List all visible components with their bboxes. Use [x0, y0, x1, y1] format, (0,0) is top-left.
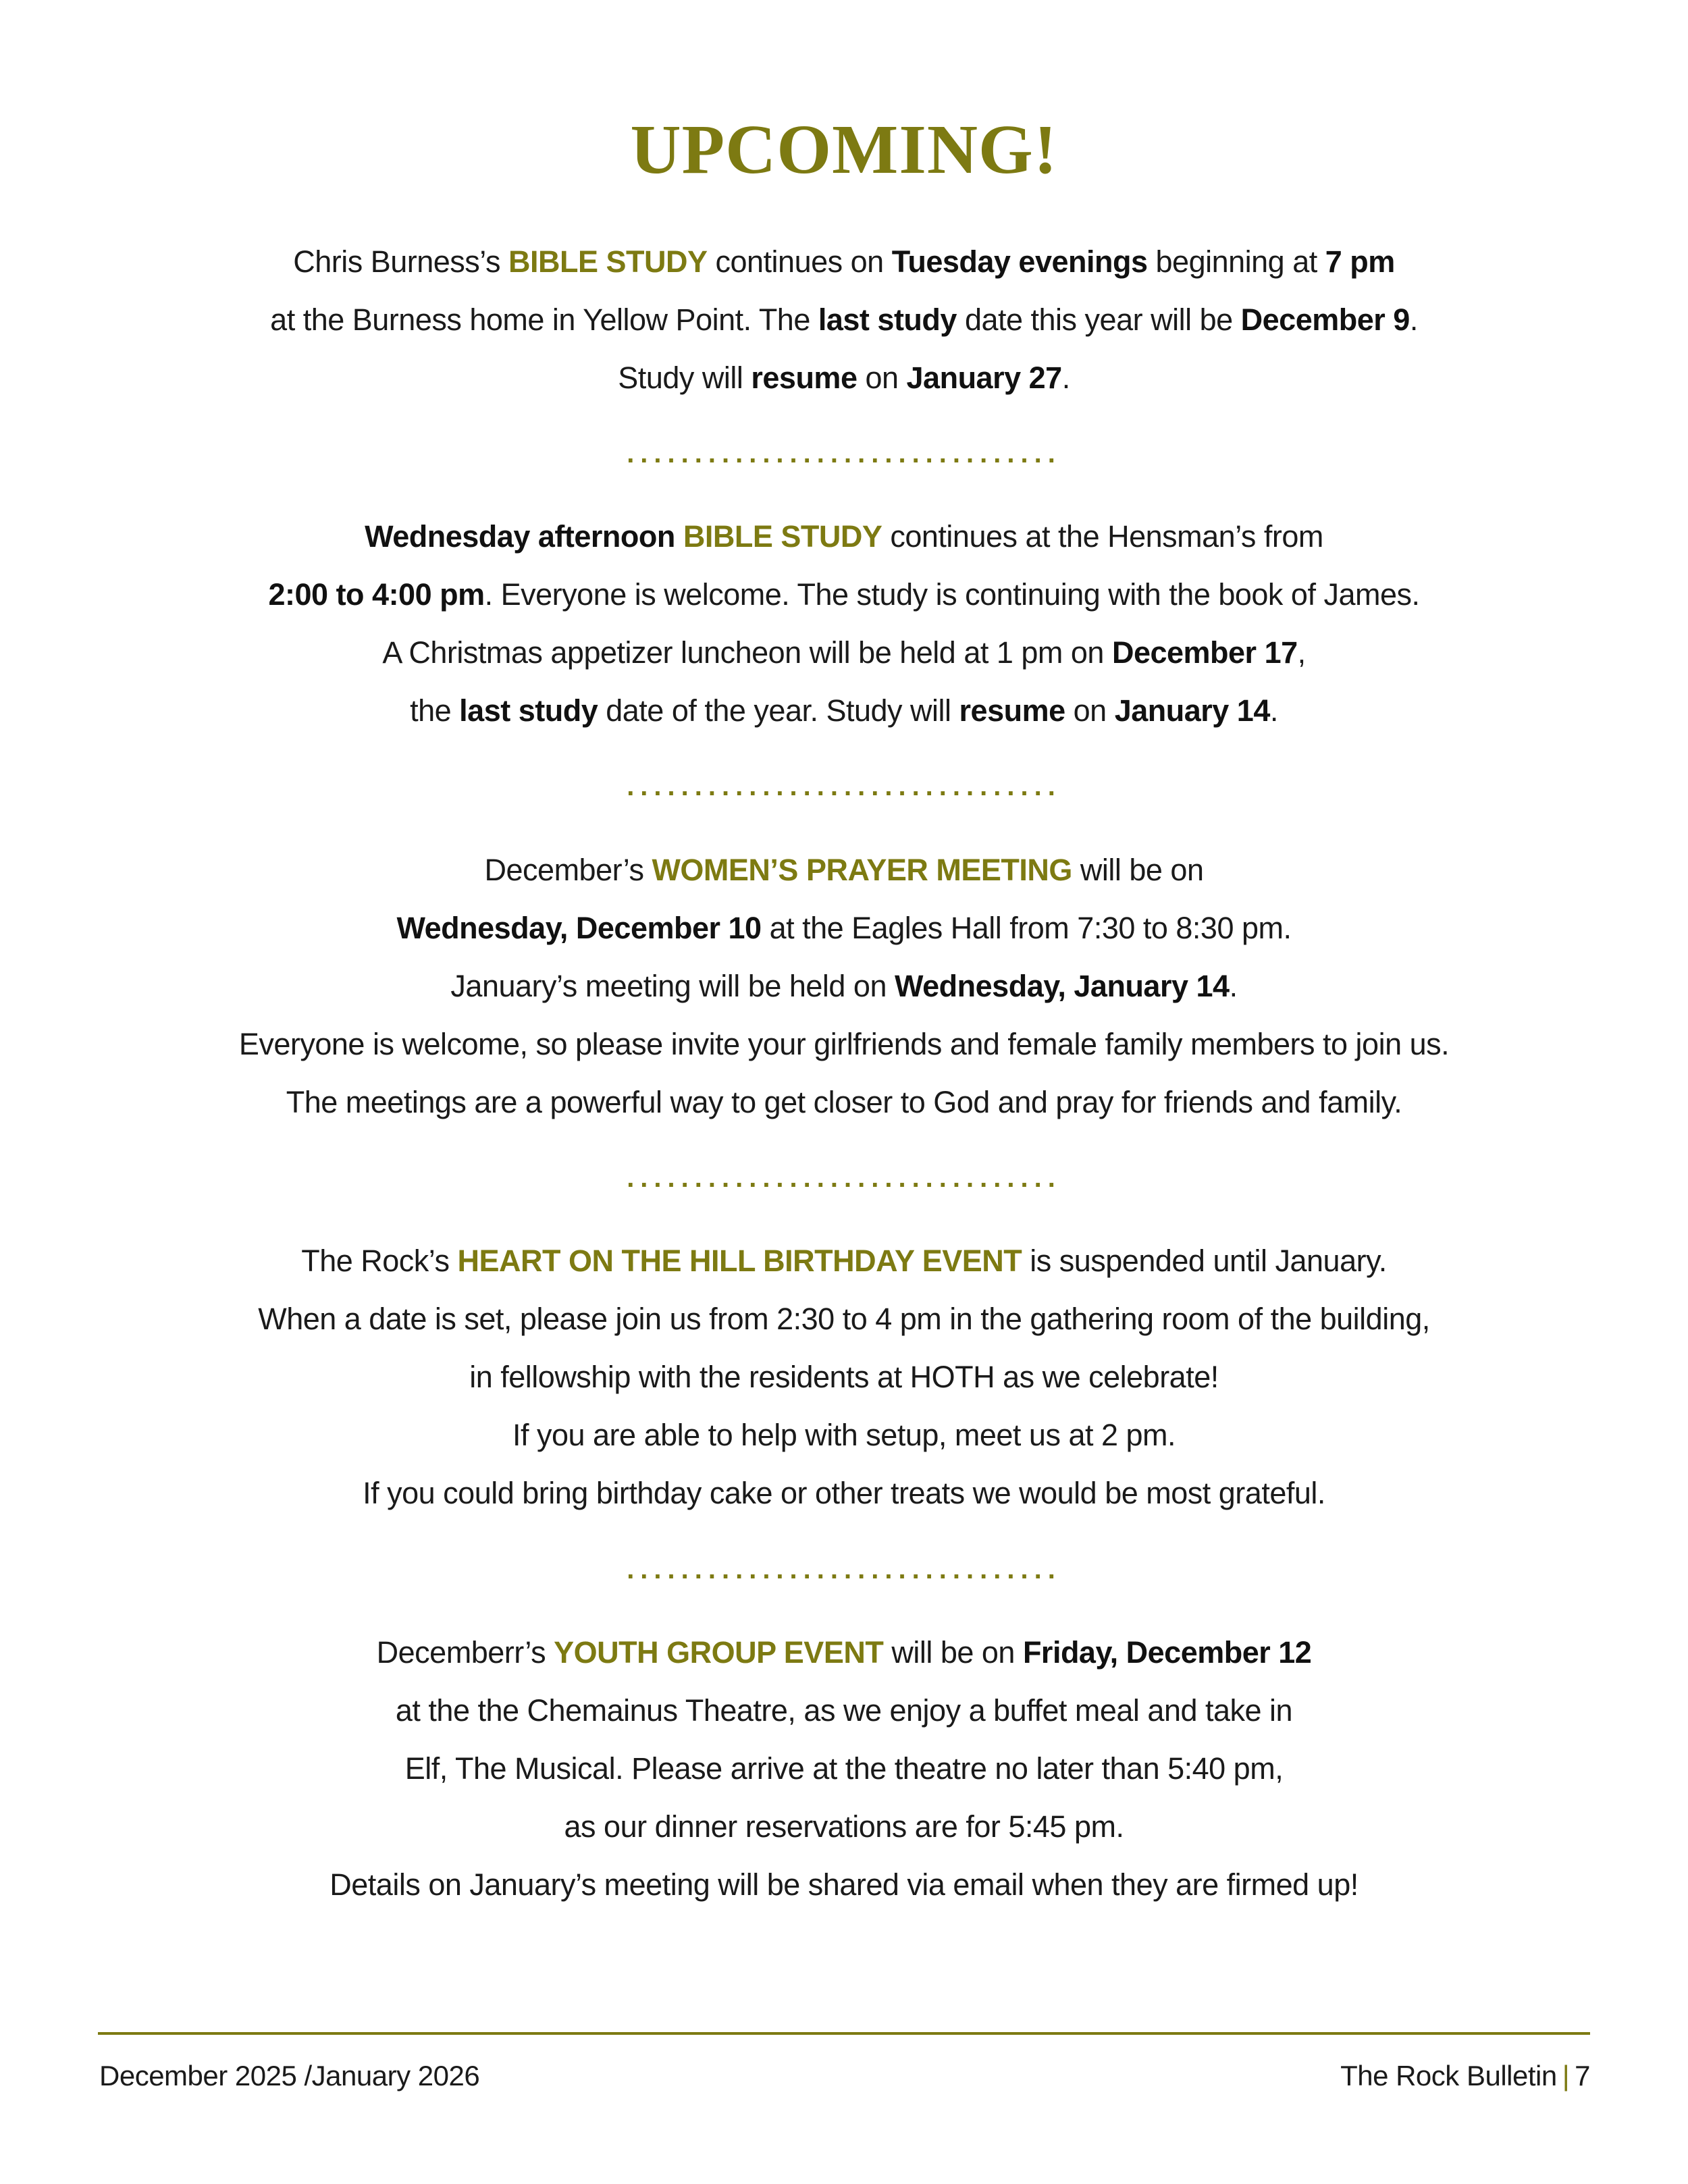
- text-line: as our dinner reservations are for 5:45 pm.: [564, 1809, 1124, 1844]
- text-line: [0, 349, 1688, 407]
- text: .: [1061, 361, 1070, 395]
- show-title: Elf, The Musical: [404, 1751, 616, 1786]
- text: the: [410, 693, 460, 728]
- text-line: [0, 508, 1688, 566]
- text-line: [0, 957, 1688, 1015]
- dotted-divider: ................................: [627, 439, 1061, 469]
- text: will be on: [1072, 853, 1204, 887]
- page-title: UPCOMING!: [630, 111, 1058, 188]
- text: will be on: [883, 1635, 1023, 1670]
- text: .: [1409, 302, 1418, 337]
- text-line: [0, 682, 1688, 740]
- text: .: [1229, 969, 1238, 1003]
- event-name: YOUTH GROUP EVENT: [554, 1635, 884, 1670]
- text: date of the year. Study will: [598, 693, 959, 728]
- event-name: WOMEN’S PRAYER MEETING: [652, 853, 1072, 887]
- text-line: [0, 566, 1688, 624]
- dotted-divider: ................................: [627, 772, 1061, 801]
- bold-text: January 14: [1114, 693, 1270, 728]
- text: January’s meeting will be held on: [450, 969, 895, 1003]
- text-line: If you are able to help with setup, meet us at 2 pm.: [512, 1418, 1176, 1452]
- text-line: in fellowship with the residents at HOTH as we celebrate!: [469, 1360, 1219, 1394]
- text: Chris Burness’s: [293, 244, 508, 279]
- text: at the Eagles Hall from 7:30 to 8:30 pm.: [761, 911, 1292, 945]
- text: Study will: [618, 361, 751, 395]
- text: December’s: [484, 853, 652, 887]
- text: date this year will be: [956, 302, 1241, 337]
- text-line: [0, 624, 1688, 682]
- page-number: 7: [1575, 2060, 1590, 2092]
- bold-text: December 17: [1111, 635, 1298, 670]
- bold-text: January 27: [906, 361, 1062, 395]
- publication-name: The Rock Bulletin: [1340, 2060, 1557, 2092]
- text-line: [0, 1232, 1688, 1290]
- bold-text: Wednesday, December 10: [396, 911, 762, 945]
- text-line: Everyone is welcome, so please invite your girlfriends and female family members to join us.: [238, 1027, 1450, 1061]
- text: on: [857, 361, 907, 395]
- text-line: [0, 1624, 1688, 1682]
- bold-text: last study: [459, 693, 598, 728]
- tuesday-bible-study-section: [0, 233, 1688, 407]
- text: .: [1269, 693, 1278, 728]
- event-name: BIBLE STUDY: [683, 519, 882, 554]
- text: Decemberr’s: [376, 1635, 554, 1670]
- footer-publication: [1340, 2056, 1590, 2096]
- bold-text: Wednesday, January 14: [894, 969, 1230, 1003]
- bold-text: resume: [751, 361, 858, 395]
- footer-rule: [98, 2032, 1590, 2035]
- text-line: [0, 899, 1688, 957]
- heart-on-the-hill-section: [0, 1232, 1688, 1522]
- text-line: When a date is set, please join us from 2:30 to 4 pm in the gathering room of the building,: [258, 1302, 1430, 1336]
- text: beginning at: [1147, 244, 1325, 279]
- text: continues at the Hensman’s from: [882, 519, 1323, 554]
- footer-date: December 2025 /January 2026: [99, 2060, 480, 2092]
- text: at the Burness home in Yellow Point. The: [270, 302, 818, 337]
- bold-text: 7 pm: [1325, 244, 1395, 279]
- dotted-divider: ................................: [627, 1555, 1061, 1584]
- bold-text: resume: [959, 693, 1065, 728]
- dotted-divider: ................................: [627, 1163, 1061, 1193]
- youth-group-section: [0, 1624, 1688, 1914]
- womens-prayer-section: [0, 841, 1688, 1131]
- text-line: The meetings are a powerful way to get closer to God and pray for friends and family.: [286, 1085, 1402, 1119]
- bold-text: 2:00 to 4:00 pm: [268, 577, 485, 612]
- text-line: [0, 291, 1688, 349]
- text: The Rock’s: [301, 1244, 458, 1278]
- text-line: Details on January’s meeting will be shared via email when they are firmed up!: [329, 1867, 1359, 1902]
- text: is suspended until January.: [1022, 1244, 1387, 1278]
- bold-text: Friday, December 12: [1022, 1635, 1312, 1670]
- wednesday-bible-study-section: [0, 508, 1688, 740]
- text: . Please arrive at the theatre no later than 5:40 pm,: [615, 1751, 1284, 1786]
- text: ,: [1297, 635, 1306, 670]
- text: A Christmas appetizer luncheon will be held at 1 pm on: [382, 635, 1112, 670]
- text-line: [0, 841, 1688, 899]
- text-line: If you could bring birthday cake or other treats we would be most grateful.: [363, 1476, 1325, 1510]
- footer-separator: |: [1562, 2060, 1570, 2092]
- text: . Everyone is welcome. The study is continuing with the book of James.: [484, 577, 1420, 612]
- event-name: BIBLE STUDY: [508, 244, 708, 279]
- text-line: [0, 1740, 1688, 1798]
- text: on: [1065, 693, 1115, 728]
- bold-text: December 9: [1240, 302, 1410, 337]
- event-name: HEART ON THE HILL BIRTHDAY EVENT: [457, 1244, 1022, 1278]
- bold-text: Wednesday afternoon: [365, 519, 675, 554]
- bold-text: Tuesday evenings: [891, 244, 1148, 279]
- text-line: at the the Chemainus Theatre, as we enjoy a buffet meal and take in: [395, 1693, 1293, 1728]
- bold-text: last study: [818, 302, 957, 337]
- text: continues on: [707, 244, 892, 279]
- text-line: [0, 233, 1688, 291]
